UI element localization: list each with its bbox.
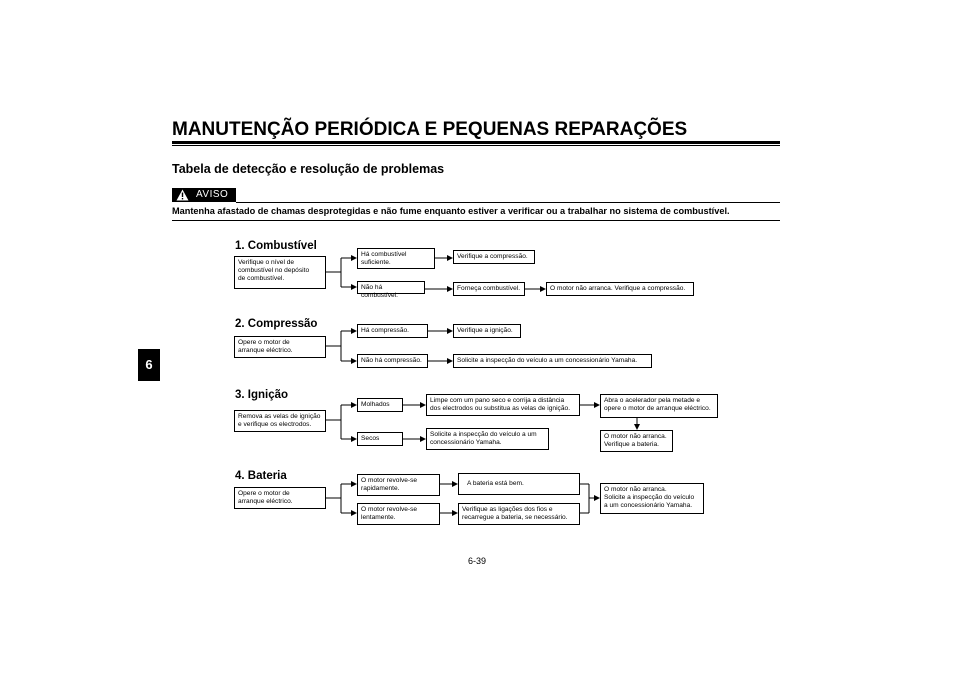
compression-no-box: Não há compressão.: [357, 354, 428, 368]
warning-text: Mantenha afastado de chamas desprotegidas e não fume enquanto estiver a verificar ou a trabalhar no sistema de combustível.: [172, 206, 730, 216]
ignition-wet-result-box: O motor não arranca. Verifique a bateria.: [600, 430, 673, 452]
battery-fast-result-box: A bateria está bem.: [458, 473, 580, 495]
battery-slow-box: O motor revolve-se lentamente.: [357, 503, 440, 525]
ignition-wet-box: Molhados: [357, 398, 403, 412]
battery-heading: 4. Bateria: [235, 470, 287, 482]
chapter-tab: 6: [138, 349, 160, 381]
ignition-wet-next-box: Abra o acelerador pela metade e opere o motor de arranque eléctrico.: [600, 394, 718, 418]
battery-start-box: Opere o motor de arranque eléctrico.: [234, 487, 326, 509]
compression-no-action-box: Solicite a inspecção do veículo a um concessionário Yamaha.: [453, 354, 652, 368]
battery-final-result-box: O motor não arranca. Solicite a inspecção do veículo a um concessionário Yamaha.: [600, 483, 704, 514]
fuel-no-box: Não há combustível.: [357, 281, 425, 294]
fuel-no-action-box: Forneça combustível.: [453, 282, 525, 296]
warning-label: AVISO: [196, 189, 229, 200]
fuel-yes-box: Há combustível suficiente.: [357, 248, 435, 269]
compression-start-box: Opere o motor de arranque eléctrico.: [234, 336, 326, 358]
page-title: MANUTENÇÃO PERIÓDICA E PEQUENAS REPARAÇÕES: [172, 119, 688, 140]
fuel-yes-action-box: Verifique a compressão.: [453, 250, 535, 264]
ignition-wet-action-box: Limpe com um pano seco e corrija a distância dos electrodos ou substitua as velas de ignição.: [426, 394, 580, 416]
ignition-dry-box: Secos: [357, 432, 403, 446]
page-number: 6-39: [468, 556, 487, 566]
compression-yes-action-box: Verifique a ignição.: [453, 324, 521, 338]
battery-fast-box: O motor revolve-se rapidamente.: [357, 474, 440, 496]
fuel-start-box: Verifique o nível de combustível no depósito de combustível.: [234, 256, 326, 289]
fuel-no-result-box: O motor não arranca. Verifique a compressão.: [546, 282, 694, 296]
section-heading: Tabela de detecção e resolução de problemas: [172, 162, 445, 176]
fuel-heading: 1. Combustível: [235, 240, 317, 252]
compression-yes-box: Há compressão.: [357, 324, 428, 338]
ignition-start-box: Remova as velas de ignição e verifique os electrodos.: [234, 410, 326, 432]
battery-slow-action-box: Verifique as ligações dos fios e recarregue a bateria, se necessário.: [458, 503, 580, 525]
ignition-dry-action-box: Solicite a inspecção do veículo a um concessionário Yamaha.: [426, 428, 549, 450]
ignition-heading: 3. Ignição: [235, 389, 289, 401]
compression-heading: 2. Compressão: [235, 318, 318, 330]
